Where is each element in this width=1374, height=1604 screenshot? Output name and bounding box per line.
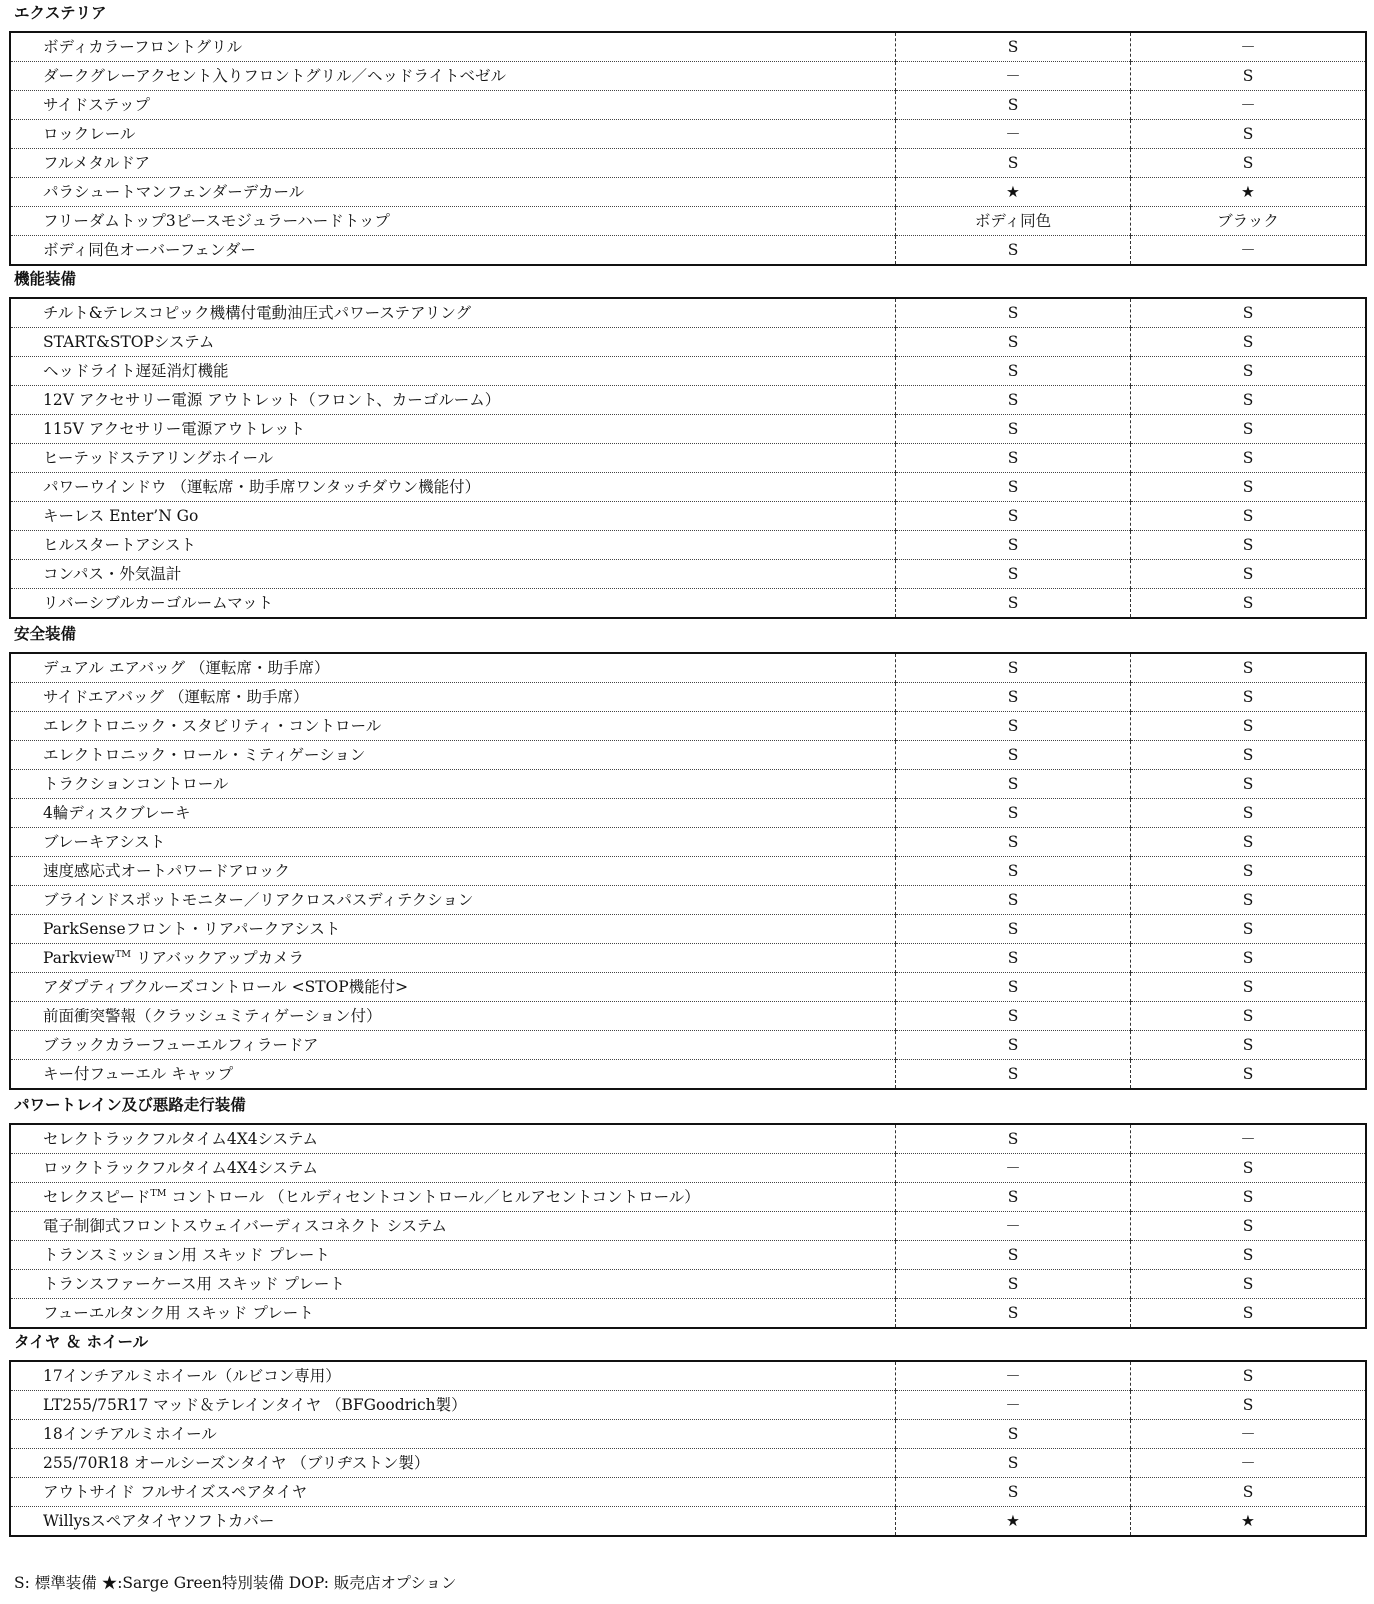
table-row: [10, 682, 1366, 711]
feature-name: ヒーテッドステアリングホイール: [10, 444, 896, 473]
table-row: [10, 885, 1366, 914]
table-row: [10, 711, 1366, 740]
table-row: [10, 444, 1366, 473]
table-row: [10, 1030, 1366, 1059]
feature-name: ボディ同色オーバーフェンダー: [43, 241, 256, 259]
grade-1-value: S: [896, 298, 1131, 328]
table-row: [10, 1361, 1366, 1391]
table-row: [10, 1183, 1366, 1212]
feature-name: フューエルタンク用 スキッド プレート: [43, 1304, 314, 1323]
grade-2-value: S: [1131, 827, 1367, 856]
section-title: エクステリア: [14, 4, 107, 22]
table-row: [10, 1420, 1366, 1449]
grade-2-value: S: [1131, 386, 1367, 415]
table-row: [10, 1059, 1366, 1089]
grade-1-value: S: [896, 32, 1131, 62]
feature-name: ブレーキアシスト: [10, 827, 896, 856]
section-title: パワートレイン及び悪路走行装備: [14, 1096, 246, 1115]
table-row: [10, 1270, 1366, 1299]
table-row: [10, 502, 1366, 531]
feature-name: 17インチアルミホイール（ルビコン専用）: [10, 1361, 896, 1391]
grade-1-value: ボディ同色: [896, 207, 1131, 236]
grade-2-value: ブラック: [1131, 207, 1367, 236]
feature-name: エレクトロニック・スタビリティ・コントロール: [10, 711, 896, 740]
grade-2-value: S: [1131, 914, 1367, 943]
grade-1-value: S: [896, 1270, 1131, 1299]
feature-name: ロックトラックフルタイム4X4システム: [10, 1154, 896, 1183]
table-row: [10, 856, 1366, 885]
grade-1-value: S: [896, 328, 1131, 357]
feature-name: サイドエアバッグ （運転席・助手席）: [10, 682, 896, 711]
table-row: [10, 473, 1366, 502]
feature-name: ヒルスタートアシスト: [10, 531, 896, 560]
section-title: 機能装備: [14, 270, 77, 289]
table-row: [10, 149, 1366, 178]
grade-2-value: S: [1131, 1154, 1367, 1183]
grade-2-value: S: [1131, 560, 1367, 589]
spec-table: [9, 31, 1367, 266]
grade-1-value: S: [896, 1449, 1131, 1478]
table-row: [10, 178, 1366, 207]
feature-name: LT255/75R17 マッド＆テレインタイヤ （BFGoodrich製）: [10, 1391, 896, 1420]
table-row: [10, 589, 1366, 619]
feature-name: 115V アクセサリー電源アウトレット: [10, 415, 896, 444]
table-row: [10, 1449, 1366, 1478]
grade-1-value: S: [896, 444, 1131, 473]
table-row: [10, 972, 1366, 1001]
table-row: [10, 827, 1366, 856]
grade-1-value: S: [896, 682, 1131, 711]
grade-2-value: S: [1131, 769, 1367, 798]
grade-2-value: S: [1131, 711, 1367, 740]
feature-name: 12V アクセサリー電源 アウトレット（フロント、カーゴルーム）: [10, 386, 896, 415]
feature-name: トランスミッション用 スキッド プレート: [10, 1241, 896, 1270]
grade-2-value: S: [1131, 653, 1367, 683]
grade-2-value: S: [1131, 1270, 1367, 1299]
table-row: [10, 386, 1366, 415]
feature-name: 前面衝突警報（クラッシュミティゲーション付）: [10, 1001, 896, 1030]
grade-1-value: ★: [896, 178, 1131, 207]
feature-name: エレクトロニック・ロール・ミティゲーション: [10, 740, 896, 769]
feature-name: ブラインドスポットモニター／リアクロスパスディテクション: [10, 885, 896, 914]
table-row: [10, 943, 1366, 972]
table-row: [10, 1478, 1366, 1507]
grade-2-value: S: [1131, 972, 1367, 1001]
feature-name: ロックレール: [10, 120, 896, 149]
feature-name: フリーダムトップ3ピースモジュラーハードトップ: [10, 207, 896, 236]
table-row: [10, 531, 1366, 560]
grade-1-value: ★: [896, 1507, 1131, 1537]
feature-name: フルメタルドア: [10, 149, 896, 178]
feature-name: チルト&テレスコピック機構付電動油圧式パワーステアリング: [10, 298, 896, 328]
footnote: S: 標準装備 ★:Sarge Green特別装備 DOP: 販売店オプション: [14, 1574, 457, 1592]
section-title: タイヤ ＆ ホイール: [14, 1333, 149, 1352]
feature-name: ブラックカラーフューエルフィラードア: [10, 1030, 896, 1059]
grade-2-value: S: [1131, 1030, 1367, 1059]
grade-2-value: S: [1131, 740, 1367, 769]
grade-1-value: S: [896, 740, 1131, 769]
grade-2-value: S: [1131, 415, 1367, 444]
table-row: [10, 560, 1366, 589]
grade-2-value: －: [1131, 236, 1367, 266]
grade-1-value: S: [896, 1478, 1131, 1507]
feature-name: Willysスペアタイヤソフトカバー: [43, 1512, 275, 1531]
feature-name: ヘッドライト遅延消灯機能: [10, 357, 896, 386]
feature-name: ボディカラーフロントグリル: [10, 32, 896, 62]
table-row: [10, 357, 1366, 386]
feature-name: 4輪ディスクブレーキ: [10, 798, 896, 827]
grade-1-value: S: [896, 943, 1131, 972]
grade-2-value: S: [1131, 682, 1367, 711]
grade-1-value: S: [896, 502, 1131, 531]
grade-2-value: S: [1131, 328, 1367, 357]
grade-2-value: －: [1131, 1124, 1367, 1154]
table-row: [10, 236, 1366, 266]
spec-table: [9, 1123, 1367, 1329]
grade-2-value: S: [1131, 589, 1367, 619]
feature-name: 18インチアルミホイール: [10, 1420, 896, 1449]
trademark-mark: TM: [150, 1188, 167, 1200]
grade-1-value: S: [896, 885, 1131, 914]
grade-2-value: S: [1131, 357, 1367, 386]
grade-2-value: ★: [1131, 1507, 1367, 1537]
grade-1-value: S: [896, 1030, 1131, 1059]
grade-1-value: S: [896, 1059, 1131, 1089]
grade-1-value: S: [896, 1183, 1131, 1212]
feature-name: デュアル エアバッグ （運転席・助手席）: [10, 653, 896, 683]
table-row: [10, 1001, 1366, 1030]
grade-1-value: S: [896, 827, 1131, 856]
grade-2-value: S: [1131, 531, 1367, 560]
feature-name: リバーシブルカーゴルームマット: [43, 594, 274, 613]
grade-1-value: S: [896, 856, 1131, 885]
table-row: [10, 914, 1366, 943]
grade-2-value: S: [1131, 1241, 1367, 1270]
feature-name: 速度感応式オートパワードアロック: [10, 856, 896, 885]
feature-name: セレクスピード™ コントロール （ヒルディセントコントロール／ヒルアセントコントロール）: [10, 1183, 896, 1212]
grade-2-value: S: [1131, 473, 1367, 502]
grade-1-value: S: [896, 589, 1131, 619]
grade-1-value: S: [896, 798, 1131, 827]
table-row: [10, 1124, 1366, 1154]
grade-1-value: S: [896, 415, 1131, 444]
spec-table: [9, 297, 1367, 619]
grade-2-value: S: [1131, 62, 1367, 91]
grade-1-value: S: [896, 1124, 1131, 1154]
table-row: [10, 120, 1366, 149]
grade-2-value: S: [1131, 502, 1367, 531]
grade-1-value: S: [896, 236, 1131, 266]
table-row: [10, 653, 1366, 683]
grade-2-value: S: [1131, 1478, 1367, 1507]
table-row: [10, 1241, 1366, 1270]
table-row: [10, 1154, 1366, 1183]
grade-2-value: S: [1131, 1391, 1367, 1420]
feature-name: アウトサイド フルサイズスペアタイヤ: [10, 1478, 896, 1507]
table-row: [10, 298, 1366, 328]
grade-2-value: S: [1131, 798, 1367, 827]
grade-1-value: －: [896, 62, 1131, 91]
section-title: 安全装備: [14, 624, 77, 643]
grade-1-value: S: [896, 149, 1131, 178]
grade-2-value: ★: [1131, 178, 1367, 207]
grade-2-value: S: [1131, 444, 1367, 473]
grade-1-value: S: [896, 653, 1131, 683]
grade-2-value: S: [1131, 120, 1367, 149]
grade-1-value: －: [896, 1212, 1131, 1241]
grade-2-value: S: [1131, 943, 1367, 972]
table-row: [10, 798, 1366, 827]
table-row: [10, 91, 1366, 120]
spec-table: [9, 652, 1367, 1090]
grade-1-value: －: [896, 1391, 1131, 1420]
grade-2-value: －: [1131, 1449, 1367, 1478]
grade-2-value: S: [1131, 1361, 1367, 1391]
spec-table: [9, 1360, 1367, 1537]
feature-name: ParkSenseフロント・リアパークアシスト: [10, 914, 896, 943]
grade-2-value: －: [1131, 32, 1367, 62]
grade-1-value: S: [896, 473, 1131, 502]
table-row: [10, 1299, 1366, 1329]
feature-name: セレクトラックフルタイム4X4システム: [10, 1124, 896, 1154]
grade-1-value: －: [896, 1361, 1131, 1391]
grade-1-value: S: [896, 914, 1131, 943]
grade-1-value: S: [896, 1420, 1131, 1449]
table-row: [10, 207, 1366, 236]
feature-name: コンパス・外気温計: [10, 560, 896, 589]
table-row: [10, 328, 1366, 357]
grade-2-value: －: [1131, 1420, 1367, 1449]
grade-2-value: S: [1131, 1001, 1367, 1030]
grade-1-value: S: [896, 560, 1131, 589]
grade-1-value: S: [896, 386, 1131, 415]
grade-1-value: S: [896, 769, 1131, 798]
feature-name: ダークグレーアクセント入りフロントグリル／ヘッドライトベゼル: [10, 62, 896, 91]
grade-2-value: S: [1131, 885, 1367, 914]
grade-2-value: S: [1131, 1183, 1367, 1212]
grade-2-value: S: [1131, 1212, 1367, 1241]
grade-1-value: S: [896, 1001, 1131, 1030]
feature-name: トラクションコントロール: [10, 769, 896, 798]
grade-1-value: S: [896, 357, 1131, 386]
grade-1-value: S: [896, 91, 1131, 120]
grade-2-value: S: [1131, 1299, 1367, 1329]
table-row: [10, 1212, 1366, 1241]
feature-name: パワーウインドウ （運転席・助手席ワンタッチダウン機能付）: [10, 473, 896, 502]
table-row: [10, 740, 1366, 769]
grade-1-value: S: [896, 1241, 1131, 1270]
feature-name: キーレス Enter’N Go: [10, 502, 896, 531]
grade-2-value: S: [1131, 298, 1367, 328]
grade-1-value: S: [896, 531, 1131, 560]
trademark-mark: TM: [114, 948, 132, 960]
grade-1-value: S: [896, 972, 1131, 1001]
grade-1-value: S: [896, 1299, 1131, 1329]
feature-name: START&STOPシステム: [10, 328, 896, 357]
feature-name: サイドステップ: [10, 91, 896, 120]
feature-name: 255/70R18 オールシーズンタイヤ （ブリヂストン製）: [10, 1449, 896, 1478]
feature-name: キー付フューエル キャップ: [43, 1064, 234, 1083]
feature-name: トランスファーケース用 スキッド プレート: [10, 1270, 896, 1299]
grade-1-value: －: [896, 120, 1131, 149]
grade-2-value: －: [1131, 91, 1367, 120]
grade-2-value: S: [1131, 149, 1367, 178]
feature-name: Parkview™ リアバックアップカメラ: [10, 943, 896, 972]
grade-1-value: －: [896, 1154, 1131, 1183]
feature-name: パラシュートマンフェンダーデカール: [10, 178, 896, 207]
grade-1-value: S: [896, 711, 1131, 740]
grade-2-value: S: [1131, 1059, 1367, 1089]
table-row: [10, 1507, 1366, 1537]
table-row: [10, 32, 1366, 62]
table-row: [10, 62, 1366, 91]
feature-name: 電子制御式フロントスウェイバーディスコネクト システム: [10, 1212, 896, 1241]
table-row: [10, 1391, 1366, 1420]
feature-name: アダプティブクルーズコントロール <STOP機能付>: [10, 972, 896, 1001]
table-row: [10, 415, 1366, 444]
table-row: [10, 769, 1366, 798]
grade-2-value: S: [1131, 856, 1367, 885]
